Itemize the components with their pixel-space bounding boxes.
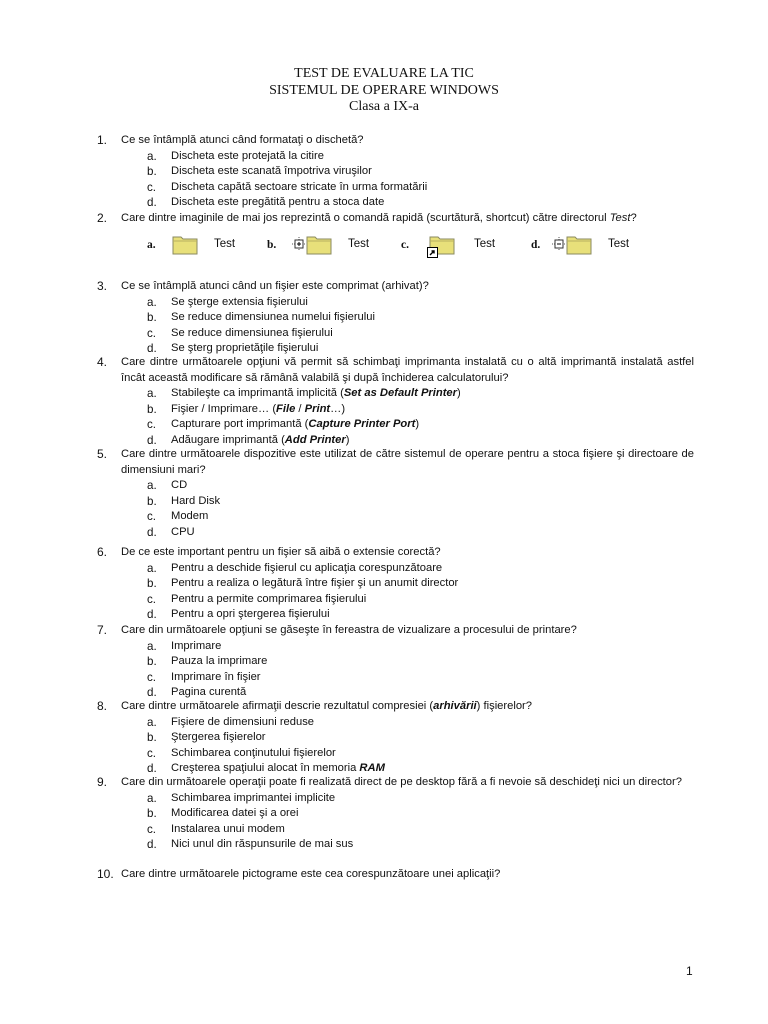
plus-box-icon (292, 237, 306, 251)
question-2 (0, 211, 768, 227)
option-c[interactable]: c. Schimbarea conţinutului fişierelor (147, 746, 336, 760)
folder-icon[interactable] (172, 233, 198, 255)
option-d[interactable]: d. Se şterg proprietăţile fişierului (147, 342, 319, 356)
question-text: Care din următoarele operaţii poate fi realizată direct de pe desktop fără a fi nevoie să deschideţi nici un director? (121, 776, 682, 788)
question-3 (0, 279, 768, 357)
option-c[interactable]: c. Imprimare în fişier (147, 670, 261, 684)
header-class: Clasa a IX-a (349, 99, 419, 114)
option-b[interactable]: b. Se reduce dimensiunea numelui fişierului (147, 311, 375, 325)
folder-icons-row (0, 233, 768, 263)
minus-box-icon (552, 237, 566, 251)
question-1 (0, 133, 768, 211)
shortcut-arrow-icon (427, 247, 438, 258)
question-4 (0, 355, 768, 449)
question-number: 2. (97, 211, 108, 225)
folder-minus-icon[interactable] (566, 233, 592, 255)
option-a[interactable]: a. Se şterge extensia fişierului (147, 295, 308, 309)
icon-option-letter: a. (147, 239, 156, 251)
option-d[interactable]: d. Creşterea spaţiului alocat în memoria RAM (147, 762, 385, 776)
folder-plus-icon[interactable] (306, 233, 332, 255)
option-a[interactable]: a. CD (147, 479, 188, 493)
question-6 (0, 545, 768, 623)
option-d[interactable]: d. Adăugare imprimantă (Add Printer) (147, 433, 350, 447)
option-a[interactable]: a. Pentru a deschide fişierul cu aplicaţia corespunzătoare (147, 561, 443, 575)
option-c[interactable]: c. Instalarea unui modem (147, 822, 285, 836)
option-b[interactable]: b. Pauza la imprimare (147, 655, 268, 669)
icon-label: Test (608, 238, 630, 250)
question-10 (0, 867, 768, 883)
option-a[interactable]: a. Discheta este protejată la citire (147, 149, 324, 163)
question-text: Ce se întâmplă atunci când un fişier este comprimat (arhivat)? (121, 280, 429, 292)
question-number: 4. (97, 355, 108, 369)
option-a[interactable]: a. Schimbarea imprimantei implicite (147, 791, 336, 805)
option-d[interactable]: d. Discheta este pregătită pentru a stoca date (147, 196, 385, 210)
option-a[interactable]: a. Fişiere de dimensiuni reduse (147, 715, 315, 729)
question-number: 5. (97, 447, 108, 461)
question-text: Care dintre imaginile de mai jos reprezintă o comandă rapidă (scurtătură, shortcut) către directorul Test? (121, 212, 637, 224)
option-c[interactable]: c. Capturare port imprimantă (Capture Printer Port) (147, 418, 420, 432)
header-subtitle: SISTEMUL DE OPERARE WINDOWS (269, 82, 499, 98)
option-c[interactable]: c. Pentru a permite comprimarea fişierului (147, 592, 367, 606)
question-8 (0, 699, 768, 777)
icon-label: Test (474, 238, 496, 250)
header-title: TEST DE EVALUARE LA TIC (294, 66, 474, 81)
question-number: 1. (97, 133, 108, 147)
icon-option-letter: c. (401, 239, 409, 251)
question-7 (0, 623, 768, 701)
option-b[interactable]: b. Fişier / Imprimare… (File / Print…) (147, 402, 346, 416)
option-a[interactable]: a. Stabileşte ca imprimantă implicită (Set as Default Printer) (147, 387, 461, 401)
icon-label: Test (214, 238, 236, 250)
icon-label: Test (348, 238, 370, 250)
option-b[interactable]: b. Hard Disk (147, 494, 221, 508)
question-9 (0, 775, 768, 853)
question-text: Care dintre următoarele opţiuni vă permit să schimbaţi imprimanta instalată cu o altă imprimantă instalată astfel încât această modificare să rămână valabilă şi după închiderea calculatorului? (121, 356, 694, 384)
question-text: Ce se întâmplă atunci când formataţi o dischetă? (121, 134, 364, 146)
question-text: Care dintre următoarele dispozitive este utilizat de către sistemul de operare pentru a stoca fişiere şi directoare de dimensiuni mari? (121, 448, 694, 476)
option-d[interactable]: d. CPU (147, 525, 195, 539)
option-d[interactable]: d. Pentru a opri ştergerea fişierului (147, 608, 330, 622)
question-text: De ce este important pentru un fişier să aibă o extensie corectă? (121, 546, 441, 558)
question-number: 7. (97, 623, 108, 637)
option-b[interactable]: b. Pentru a realiza o legătură între fişier şi un anumit director (147, 577, 459, 591)
option-c[interactable]: c. Se reduce dimensiunea fişierului (147, 326, 333, 340)
document-header (0, 66, 768, 116)
question-number: 9. (97, 775, 108, 789)
question-number: 10. (97, 867, 114, 881)
question-text: Care din următoarele opţiuni se găseşte în fereastra de vizualizare a procesului de printare? (121, 624, 577, 636)
question-text: Care dintre următoarele afirmaţii descrie rezultatul compresiei (arhivării) fişierelor? (121, 700, 533, 712)
question-number: 3. (97, 279, 108, 293)
icon-option-letter: b. (267, 239, 277, 251)
question-5 (0, 447, 768, 541)
option-c[interactable]: c. Modem (147, 510, 209, 524)
question-number: 8. (97, 699, 108, 713)
option-a[interactable]: a. Imprimare (147, 639, 222, 653)
option-d[interactable]: d. Pagina curentă (147, 686, 247, 700)
option-c[interactable]: c. Discheta capătă sectoare stricate în urma formatării (147, 180, 428, 194)
option-b[interactable]: b. Modificarea datei şi a orei (147, 807, 299, 821)
option-d[interactable]: d. Nici unul din răspunsurile de mai sus (147, 838, 354, 852)
icon-option-letter: d. (531, 239, 541, 251)
question-text: Care dintre următoarele pictograme este cea corespunzătoare unei aplicaţii? (121, 868, 501, 880)
option-b[interactable]: b. Ştergerea fişierelor (147, 731, 266, 745)
question-number: 6. (97, 545, 108, 559)
page-number: 1 (686, 964, 693, 978)
option-b[interactable]: b. Discheta este scanată împotriva viruşilor (147, 165, 372, 179)
